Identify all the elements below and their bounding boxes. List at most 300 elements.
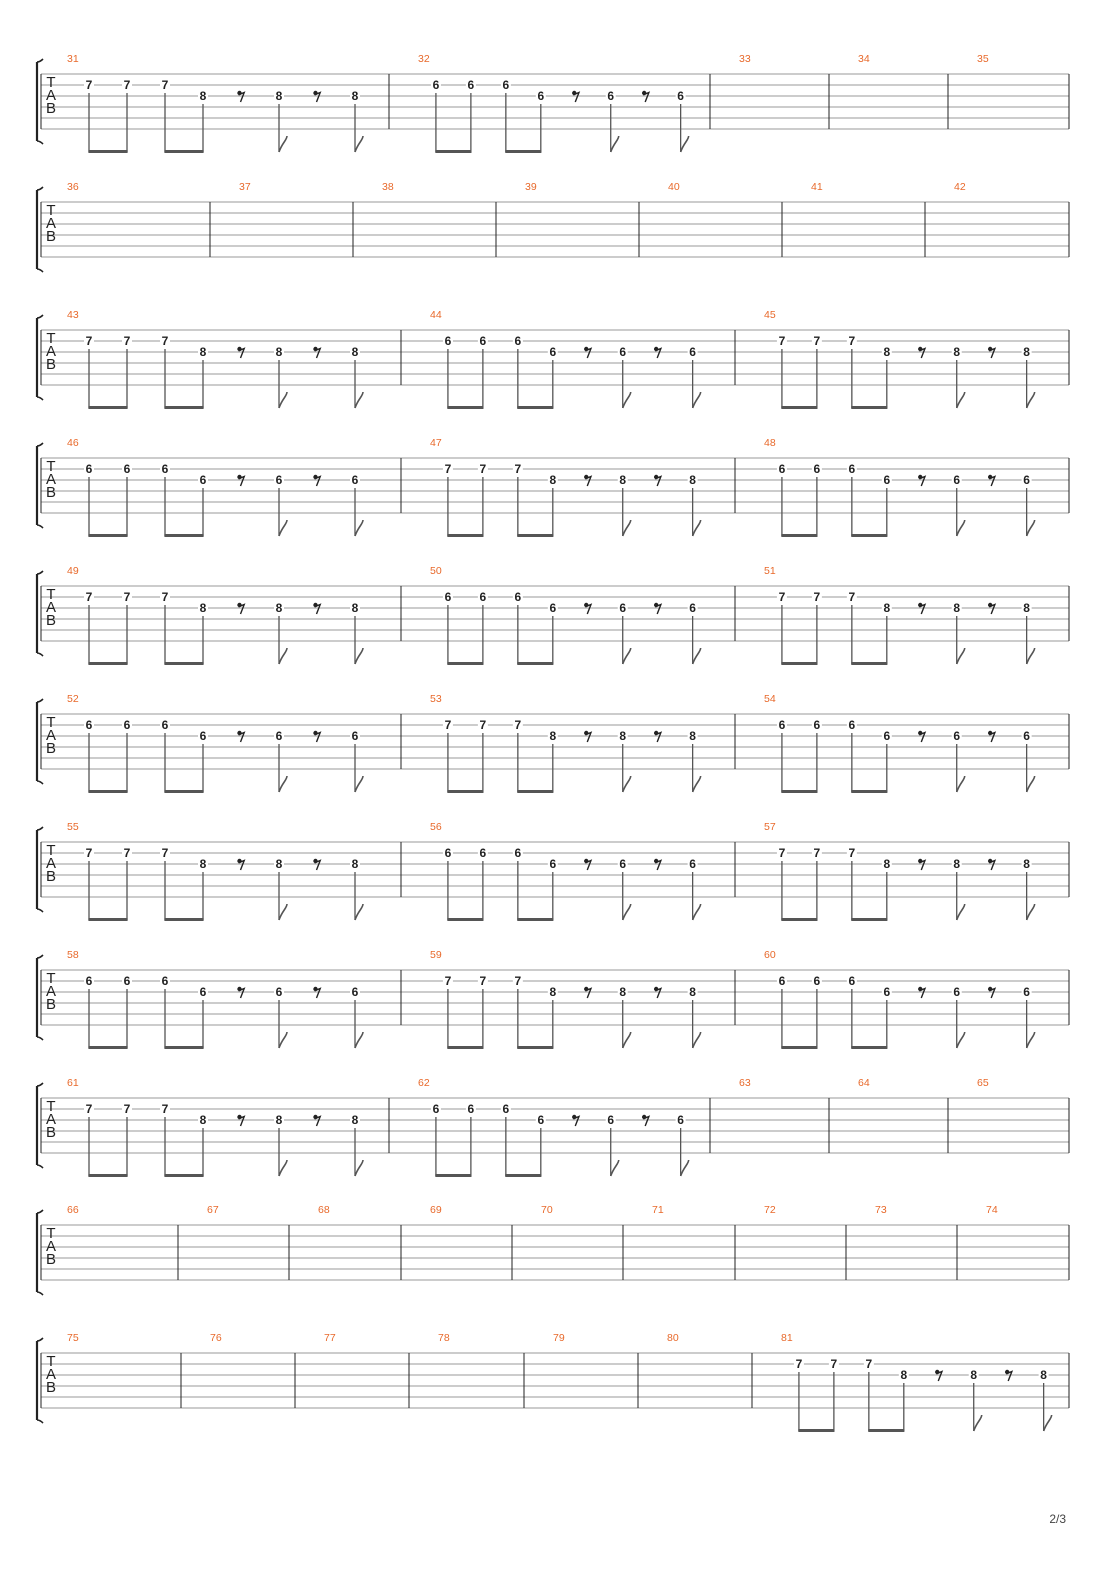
bracket-bottom-hook	[37, 781, 43, 784]
fret-number: 7	[444, 974, 452, 988]
fret-number: 8	[351, 601, 359, 615]
measure-number: 40	[668, 181, 680, 193]
note-beam	[517, 406, 553, 409]
bracket-bottom-hook	[37, 141, 43, 144]
fret-number: 6	[953, 729, 961, 743]
note-beam	[851, 790, 887, 793]
note-flag	[957, 392, 965, 408]
fret-number: 6	[514, 334, 522, 348]
note-beam	[781, 534, 817, 537]
eighth-rest-stroke	[315, 733, 321, 743]
fret-number: 6	[275, 729, 283, 743]
fret-number: 6	[123, 462, 131, 476]
tab-clef-letter: B	[45, 1124, 57, 1141]
fret-number: 6	[778, 718, 786, 732]
fret-number: 8	[275, 601, 283, 615]
fret-number: 6	[1023, 473, 1030, 487]
note-flag	[355, 904, 363, 920]
fret-number: 8	[275, 89, 283, 103]
tab-clef-letter: A	[45, 599, 57, 616]
measure-number: 55	[67, 821, 79, 833]
note-flag	[1027, 648, 1035, 664]
eighth-rest-stroke	[315, 1117, 321, 1127]
note-beam	[517, 534, 553, 537]
note-beam	[517, 1046, 553, 1049]
note-beam	[164, 790, 203, 793]
fret-number: 7	[444, 718, 452, 732]
eighth-rest-stroke	[989, 349, 995, 359]
bracket-bottom-hook	[37, 1292, 43, 1295]
note-beam	[88, 662, 127, 665]
fret-number: 6	[432, 78, 440, 92]
fret-number: 6	[199, 985, 207, 999]
fret-number: 7	[848, 590, 856, 604]
fret-number: 6	[161, 718, 169, 732]
fret-number: 8	[953, 601, 961, 615]
eighth-rest-stroke	[919, 349, 925, 359]
eighth-rest-stroke	[585, 989, 591, 999]
note-flag	[611, 136, 619, 152]
measure-number: 37	[239, 181, 251, 193]
fret-number: 6	[514, 846, 522, 860]
eighth-rest-stroke	[989, 477, 995, 487]
fret-number: 8	[549, 985, 557, 999]
note-beam	[447, 790, 483, 793]
tab-clef-letter: T	[46, 970, 56, 987]
measure-number: 39	[525, 181, 537, 193]
fret-number: 7	[778, 334, 786, 348]
measure-number: 65	[977, 1077, 989, 1089]
note-beam	[164, 150, 203, 153]
eighth-rest-stroke	[643, 93, 649, 103]
fret-number: 8	[1023, 857, 1030, 871]
measure-number: 47	[430, 437, 442, 449]
fret-number: 6	[619, 857, 627, 871]
note-beam	[781, 918, 817, 921]
eighth-rest-stroke	[239, 605, 245, 615]
fret-number: 6	[883, 473, 891, 487]
measure-number: 62	[418, 1077, 430, 1089]
fret-number: 6	[607, 89, 615, 103]
note-beam	[88, 406, 127, 409]
tab-clef-letter: A	[45, 1366, 57, 1383]
fret-number: 7	[85, 334, 93, 348]
fret-number: 7	[514, 718, 522, 732]
fret-number: 8	[619, 473, 627, 487]
fret-number: 6	[1023, 729, 1030, 743]
eighth-rest-stroke	[585, 477, 591, 487]
fret-number: 7	[795, 1357, 803, 1371]
bracket-top-hook	[37, 187, 43, 190]
measure-number: 74	[986, 1204, 998, 1216]
fret-number: 8	[199, 1113, 207, 1127]
fret-number: 6	[123, 718, 131, 732]
fret-number: 8	[1023, 601, 1030, 615]
fret-number: 7	[444, 462, 452, 476]
eighth-rest-stroke	[585, 861, 591, 871]
fret-number: 8	[689, 985, 696, 999]
note-beam	[435, 1174, 471, 1177]
measure-number: 33	[739, 53, 751, 65]
eighth-rest-stroke	[655, 477, 661, 487]
fret-number: 6	[549, 345, 557, 359]
fret-number: 8	[970, 1368, 978, 1382]
note-beam	[851, 534, 887, 537]
note-beam	[88, 790, 127, 793]
eighth-rest-stroke	[239, 861, 245, 871]
tab-clef-letter: T	[46, 714, 56, 731]
measure-number: 79	[553, 1332, 565, 1344]
measure-number: 66	[67, 1204, 79, 1216]
tab-clef-letter: B	[45, 100, 57, 117]
fret-number: 8	[351, 857, 359, 871]
measure-number: 44	[430, 309, 442, 321]
fret-number: 6	[502, 78, 510, 92]
note-beam	[505, 1174, 541, 1177]
eighth-rest-stroke	[989, 861, 995, 871]
note-beam	[88, 1046, 127, 1049]
note-flag	[1044, 1415, 1052, 1431]
fret-number: 6	[953, 985, 961, 999]
bracket-bottom-hook	[37, 653, 43, 656]
note-beam	[447, 662, 483, 665]
fret-number: 7	[85, 846, 93, 860]
note-flag	[623, 392, 631, 408]
fret-number: 7	[161, 590, 169, 604]
measure-number: 36	[67, 181, 79, 193]
note-flag	[1027, 520, 1035, 536]
tab-clef-letter: A	[45, 855, 57, 872]
measure-number: 45	[764, 309, 776, 321]
note-beam	[164, 534, 203, 537]
bracket-top-hook	[37, 59, 43, 62]
bracket-top-hook	[37, 955, 43, 958]
eighth-rest-stroke	[573, 1117, 579, 1127]
note-flag	[623, 520, 631, 536]
fret-number: 6	[479, 334, 487, 348]
measure-number: 71	[652, 1204, 664, 1216]
note-flag	[355, 1160, 363, 1176]
fret-number: 7	[123, 1102, 131, 1116]
eighth-rest-stroke	[573, 93, 579, 103]
fret-number: 8	[351, 89, 359, 103]
note-flag	[623, 904, 631, 920]
eighth-rest-stroke	[989, 989, 995, 999]
fret-number: 8	[883, 601, 891, 615]
measure-number: 54	[764, 693, 776, 705]
fret-number: 7	[123, 846, 131, 860]
note-flag	[355, 520, 363, 536]
eighth-rest-stroke	[315, 989, 321, 999]
tab-clef-letter: B	[45, 996, 57, 1013]
fret-number: 6	[351, 729, 359, 743]
fret-number: 7	[85, 1102, 93, 1116]
eighth-rest-stroke	[239, 989, 245, 999]
note-flag	[693, 1032, 701, 1048]
measure-number: 46	[67, 437, 79, 449]
measure-number: 51	[764, 565, 776, 577]
note-beam	[868, 1429, 904, 1432]
page-number-text: 2/3	[1049, 1512, 1066, 1526]
fret-number: 8	[199, 89, 207, 103]
bracket-bottom-hook	[37, 525, 43, 528]
fret-number: 7	[161, 334, 169, 348]
measure-number: 42	[954, 181, 966, 193]
note-flag	[681, 136, 689, 152]
tab-clef-letter: B	[45, 740, 57, 757]
note-beam	[517, 662, 553, 665]
tab-clef-letter: B	[45, 484, 57, 501]
measure-number: 78	[438, 1332, 450, 1344]
fret-number: 6	[479, 590, 487, 604]
eighth-rest-stroke	[239, 477, 245, 487]
measure-number: 32	[418, 53, 430, 65]
note-beam	[851, 406, 887, 409]
measure-number: 58	[67, 949, 79, 961]
fret-number: 7	[813, 590, 821, 604]
fret-number: 6	[123, 974, 131, 988]
fret-number: 8	[1040, 1368, 1047, 1382]
bracket-top-hook	[37, 443, 43, 446]
eighth-rest-stroke	[655, 989, 661, 999]
fret-number: 8	[883, 345, 891, 359]
tab-clef-letter: A	[45, 215, 57, 232]
bracket-bottom-hook	[37, 1420, 43, 1423]
note-flag	[355, 648, 363, 664]
bracket-top-hook	[37, 315, 43, 318]
note-flag	[623, 1032, 631, 1048]
eighth-rest-stroke	[655, 733, 661, 743]
tab-clef-letter: T	[46, 1098, 56, 1115]
measure-number: 35	[977, 53, 989, 65]
fret-number: 8	[1023, 345, 1030, 359]
note-flag	[279, 392, 287, 408]
fret-number: 6	[85, 718, 93, 732]
measure-number: 63	[739, 1077, 751, 1089]
fret-number: 7	[865, 1357, 873, 1371]
fret-number: 8	[619, 985, 627, 999]
eighth-rest-stroke	[585, 733, 591, 743]
eighth-rest-stroke	[315, 861, 321, 871]
measure-number: 69	[430, 1204, 442, 1216]
fret-number: 6	[444, 590, 452, 604]
tab-clef-letter: T	[46, 330, 56, 347]
note-flag	[681, 1160, 689, 1176]
fret-number: 6	[813, 718, 821, 732]
note-flag	[279, 136, 287, 152]
fret-number: 8	[953, 857, 961, 871]
eighth-rest-stroke	[315, 349, 321, 359]
fret-number: 7	[479, 718, 487, 732]
fret-number: 6	[677, 89, 684, 103]
fret-number: 8	[883, 857, 891, 871]
fret-number: 7	[123, 334, 131, 348]
note-flag	[693, 520, 701, 536]
fret-number: 8	[549, 729, 557, 743]
fret-number: 6	[275, 473, 283, 487]
measure-number: 75	[67, 1332, 79, 1344]
note-flag	[957, 776, 965, 792]
note-flag	[957, 904, 965, 920]
fret-number: 8	[351, 1113, 359, 1127]
tab-clef-letter: A	[45, 1238, 57, 1255]
note-beam	[781, 662, 817, 665]
fret-number: 6	[161, 462, 169, 476]
eighth-rest-stroke	[643, 1117, 649, 1127]
fret-number: 6	[848, 718, 856, 732]
fret-number: 7	[830, 1357, 838, 1371]
eighth-rest-stroke	[585, 605, 591, 615]
fret-number: 6	[537, 89, 545, 103]
note-flag	[279, 648, 287, 664]
fret-number: 6	[607, 1113, 615, 1127]
measure-number: 80	[667, 1332, 679, 1344]
note-flag	[1027, 392, 1035, 408]
fret-number: 7	[85, 590, 93, 604]
note-flag	[279, 776, 287, 792]
tab-clef-letter: B	[45, 612, 57, 629]
fret-number: 7	[848, 334, 856, 348]
eighth-rest-stroke	[919, 861, 925, 871]
bracket-top-hook	[37, 571, 43, 574]
tab-clef-letter: A	[45, 343, 57, 360]
note-flag	[279, 1160, 287, 1176]
fret-number: 8	[199, 601, 207, 615]
fret-number: 6	[953, 473, 961, 487]
fret-number: 8	[689, 729, 696, 743]
fret-number: 7	[479, 462, 487, 476]
measure-number: 53	[430, 693, 442, 705]
eighth-rest-stroke	[585, 349, 591, 359]
bracket-bottom-hook	[37, 909, 43, 912]
note-beam	[447, 918, 483, 921]
fret-number: 8	[275, 1113, 283, 1127]
measure-number: 43	[67, 309, 79, 321]
fret-number: 7	[479, 974, 487, 988]
fret-number: 6	[351, 473, 359, 487]
fret-number: 6	[778, 462, 786, 476]
measure-number: 72	[764, 1204, 776, 1216]
eighth-rest-stroke	[315, 477, 321, 487]
note-flag	[1027, 904, 1035, 920]
fret-number: 7	[161, 78, 169, 92]
note-beam	[88, 150, 127, 153]
measure-number: 77	[324, 1332, 336, 1344]
fret-number: 6	[813, 974, 821, 988]
eighth-rest-stroke	[919, 989, 925, 999]
tab-clef-letter: T	[46, 586, 56, 603]
measure-number: 52	[67, 693, 79, 705]
note-flag	[355, 776, 363, 792]
tab-clef-letter: T	[46, 74, 56, 91]
fret-number: 8	[275, 345, 283, 359]
measure-number: 57	[764, 821, 776, 833]
note-beam	[781, 406, 817, 409]
eighth-rest-stroke	[655, 349, 661, 359]
measure-number: 34	[858, 53, 870, 65]
fret-number: 7	[514, 462, 522, 476]
tab-clef-letter: B	[45, 356, 57, 373]
measure-number: 70	[541, 1204, 553, 1216]
tab-clef-letter: T	[46, 1353, 56, 1370]
note-beam	[798, 1429, 834, 1432]
fret-number: 6	[813, 462, 821, 476]
bracket-bottom-hook	[37, 269, 43, 272]
eighth-rest-stroke	[239, 733, 245, 743]
note-flag	[279, 520, 287, 536]
eighth-rest-stroke	[1006, 1372, 1012, 1382]
note-beam	[851, 918, 887, 921]
tab-clef-letter: T	[46, 842, 56, 859]
measure-number: 67	[207, 1204, 219, 1216]
note-flag	[279, 904, 287, 920]
bracket-bottom-hook	[37, 1165, 43, 1168]
tab-clef-letter: A	[45, 983, 57, 1000]
fret-number: 7	[123, 78, 131, 92]
tab-clef-letter: A	[45, 1111, 57, 1128]
fret-number: 7	[161, 846, 169, 860]
tab-clef-letter: A	[45, 87, 57, 104]
fret-number: 6	[848, 462, 856, 476]
note-flag	[623, 648, 631, 664]
fret-number: 8	[199, 857, 207, 871]
eighth-rest-stroke	[655, 861, 661, 871]
tab-clef-letter: B	[45, 868, 57, 885]
fret-number: 6	[351, 985, 359, 999]
tab-clef-letter: T	[46, 1225, 56, 1242]
eighth-rest-stroke	[655, 605, 661, 615]
measure-number: 61	[67, 1077, 79, 1089]
measure-number: 59	[430, 949, 442, 961]
fret-number: 6	[275, 985, 283, 999]
measure-number: 56	[430, 821, 442, 833]
tab-clef-letter: A	[45, 727, 57, 744]
note-beam	[164, 1174, 203, 1177]
note-beam	[88, 918, 127, 921]
note-flag	[693, 776, 701, 792]
fret-number: 6	[199, 473, 207, 487]
fret-number: 6	[432, 1102, 440, 1116]
eighth-rest-stroke	[936, 1372, 942, 1382]
fret-number: 6	[514, 590, 522, 604]
note-flag	[957, 1032, 965, 1048]
fret-number: 6	[549, 601, 557, 615]
note-beam	[781, 790, 817, 793]
measure-number: 81	[781, 1332, 793, 1344]
bracket-top-hook	[37, 699, 43, 702]
fret-number: 8	[275, 857, 283, 871]
eighth-rest-stroke	[239, 1117, 245, 1127]
fret-number: 6	[689, 345, 696, 359]
measure-number: 60	[764, 949, 776, 961]
fret-number: 6	[549, 857, 557, 871]
note-beam	[851, 662, 887, 665]
note-beam	[435, 150, 471, 153]
eighth-rest-stroke	[989, 605, 995, 615]
fret-number: 6	[848, 974, 856, 988]
tab-clef-letter: B	[45, 228, 57, 245]
fret-number: 6	[778, 974, 786, 988]
measure-number: 73	[875, 1204, 887, 1216]
tab-clef-letter: T	[46, 458, 56, 475]
fret-number: 6	[883, 985, 891, 999]
bracket-top-hook	[37, 827, 43, 830]
fret-number: 7	[848, 846, 856, 860]
fret-number: 6	[467, 78, 475, 92]
eighth-rest-stroke	[315, 93, 321, 103]
note-flag	[355, 392, 363, 408]
fret-number: 8	[351, 345, 359, 359]
